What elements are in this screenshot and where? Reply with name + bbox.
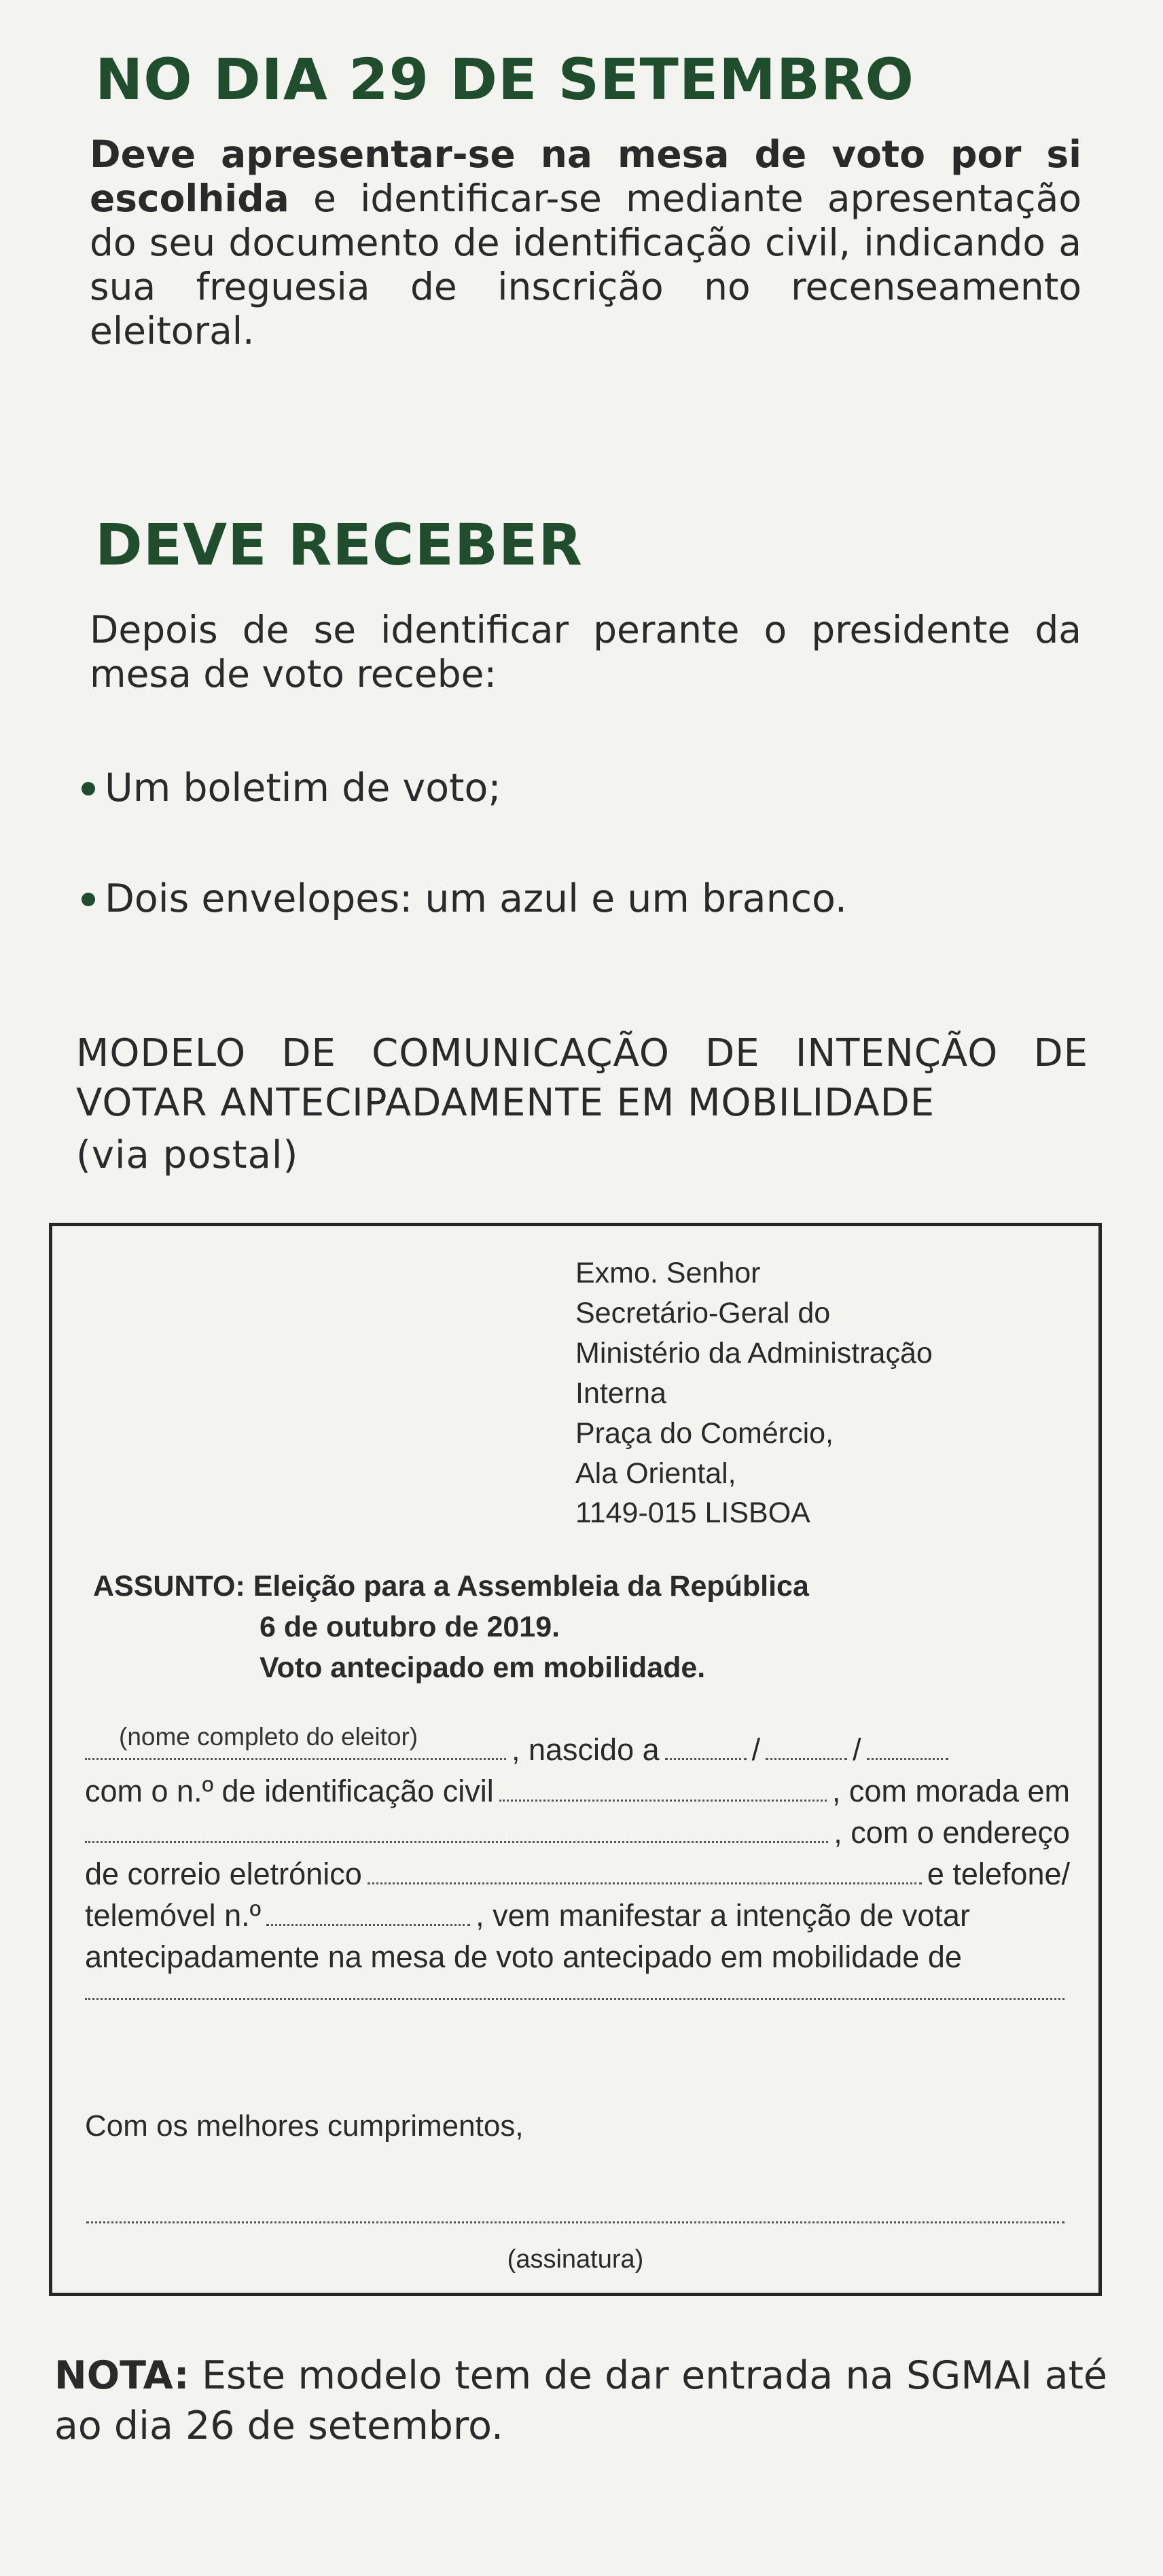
- form-text: , vem manifestar a intenção de votar: [476, 1898, 970, 1933]
- form-text: e telefone/: [927, 1857, 1070, 1891]
- address-line: Interna: [575, 1376, 666, 1410]
- form-line-name: [85, 1723, 1070, 1770]
- form-text: antecipadamente na mesa de voto antecipado em mobilidade de: [85, 1939, 962, 1974]
- bold-intro: Deve apresentar-se na mesa de voto por si escolhida: [90, 132, 1081, 220]
- id-number-field[interactable]: [499, 1779, 827, 1802]
- signature-label: (assinatura): [507, 2245, 644, 2274]
- bullet-icon: [82, 782, 95, 795]
- modelo-subtitle: (via postal): [76, 1133, 299, 1177]
- section-heading-deve-receber: DEVE RECEBER: [95, 512, 583, 578]
- section-paragraph-deve-receber: Depois de se identificar perante o presidente da mesa de voto recebe:: [90, 608, 1081, 696]
- address-line: Ministério da Administração: [575, 1336, 933, 1370]
- form-line-location-text: [85, 1936, 1070, 1978]
- form-line-id: [85, 1770, 1070, 1812]
- bullet-text: Dois envelopes: um azul e um branco.: [105, 876, 848, 921]
- assunto-line: Voto antecipado em mobilidade.: [260, 1651, 706, 1685]
- form-line-location: [85, 1978, 1070, 2019]
- name-field-label: (nome completo do eleitor): [119, 1723, 418, 1751]
- section-paragraph-no-dia: [90, 132, 1081, 353]
- section-heading-no-dia: NO DIA 29 DE SETEMBRO: [95, 46, 914, 113]
- voting-location-field[interactable]: [85, 1978, 1064, 2000]
- form-text: telemóvel n.º: [85, 1898, 262, 1933]
- recipient-address: [575, 1253, 1051, 1533]
- bullet-text: Um boletim de voto;: [105, 766, 501, 810]
- form-line-email: [85, 1853, 1070, 1895]
- bullet-item: [82, 766, 501, 810]
- form-body: [85, 1723, 1070, 2019]
- slash: /: [853, 1732, 861, 1767]
- form-text: , nascido a: [512, 1732, 660, 1767]
- assunto-line: Eleição para a Assembleia da República: [253, 1570, 809, 1603]
- address-line: Praça do Comércio,: [575, 1416, 834, 1450]
- nota-text: Este modelo tem de dar entrada na SGMAI até ao dia 26 de setembro.: [54, 2353, 1107, 2449]
- address-line: Ala Oriental,: [575, 1456, 736, 1490]
- assunto-line: 6 de outubro de 2019.: [260, 1611, 560, 1644]
- email-field[interactable]: [368, 1862, 922, 1884]
- form-text: de correio eletrónico: [85, 1857, 362, 1891]
- assunto-block: [93, 1566, 1044, 1689]
- form-text: , com o endereço: [834, 1815, 1070, 1850]
- paragraph-text: e identificar-se mediante apresentação do seu documento de identificação civil, indicando a sua freguesia de inscrição no recenseamento eleitoral.: [90, 176, 1081, 353]
- modelo-title: MODELO DE COMUNICAÇÃO DE INTENÇÃO DE VOTAR ANTECIPADAMENTE EM MOBILIDADE: [76, 1031, 1088, 1125]
- birth-month-field[interactable]: [766, 1738, 847, 1760]
- form-line-phone: [85, 1895, 1070, 1936]
- address-line: Secretário-Geral do: [575, 1296, 831, 1329]
- address-line: Exmo. Senhor: [575, 1257, 761, 1289]
- home-address-field[interactable]: [85, 1821, 828, 1843]
- signature-field[interactable]: [86, 2221, 1064, 2223]
- closing-text: Com os melhores cumprimentos,: [85, 2109, 524, 2143]
- form-box: [49, 1223, 1102, 2296]
- phone-field[interactable]: [266, 1903, 470, 1926]
- assunto-label: ASSUNTO:: [93, 1570, 245, 1603]
- nota-label: NOTA:: [54, 2353, 190, 2398]
- form-text: , com morada em: [831, 1774, 1070, 1808]
- slash: /: [751, 1732, 761, 1767]
- form-line-address: [85, 1812, 1070, 1853]
- address-line: 1149-015 LISBOA: [575, 1497, 810, 1530]
- birth-day-field[interactable]: [665, 1738, 747, 1760]
- bullet-item: [82, 876, 848, 921]
- birth-year-field[interactable]: [867, 1738, 948, 1760]
- form-text: com o n.º de identificação civil: [85, 1774, 494, 1808]
- nota: [54, 2350, 1107, 2451]
- name-field[interactable]: [85, 1723, 506, 1760]
- bullet-icon: [82, 893, 95, 906]
